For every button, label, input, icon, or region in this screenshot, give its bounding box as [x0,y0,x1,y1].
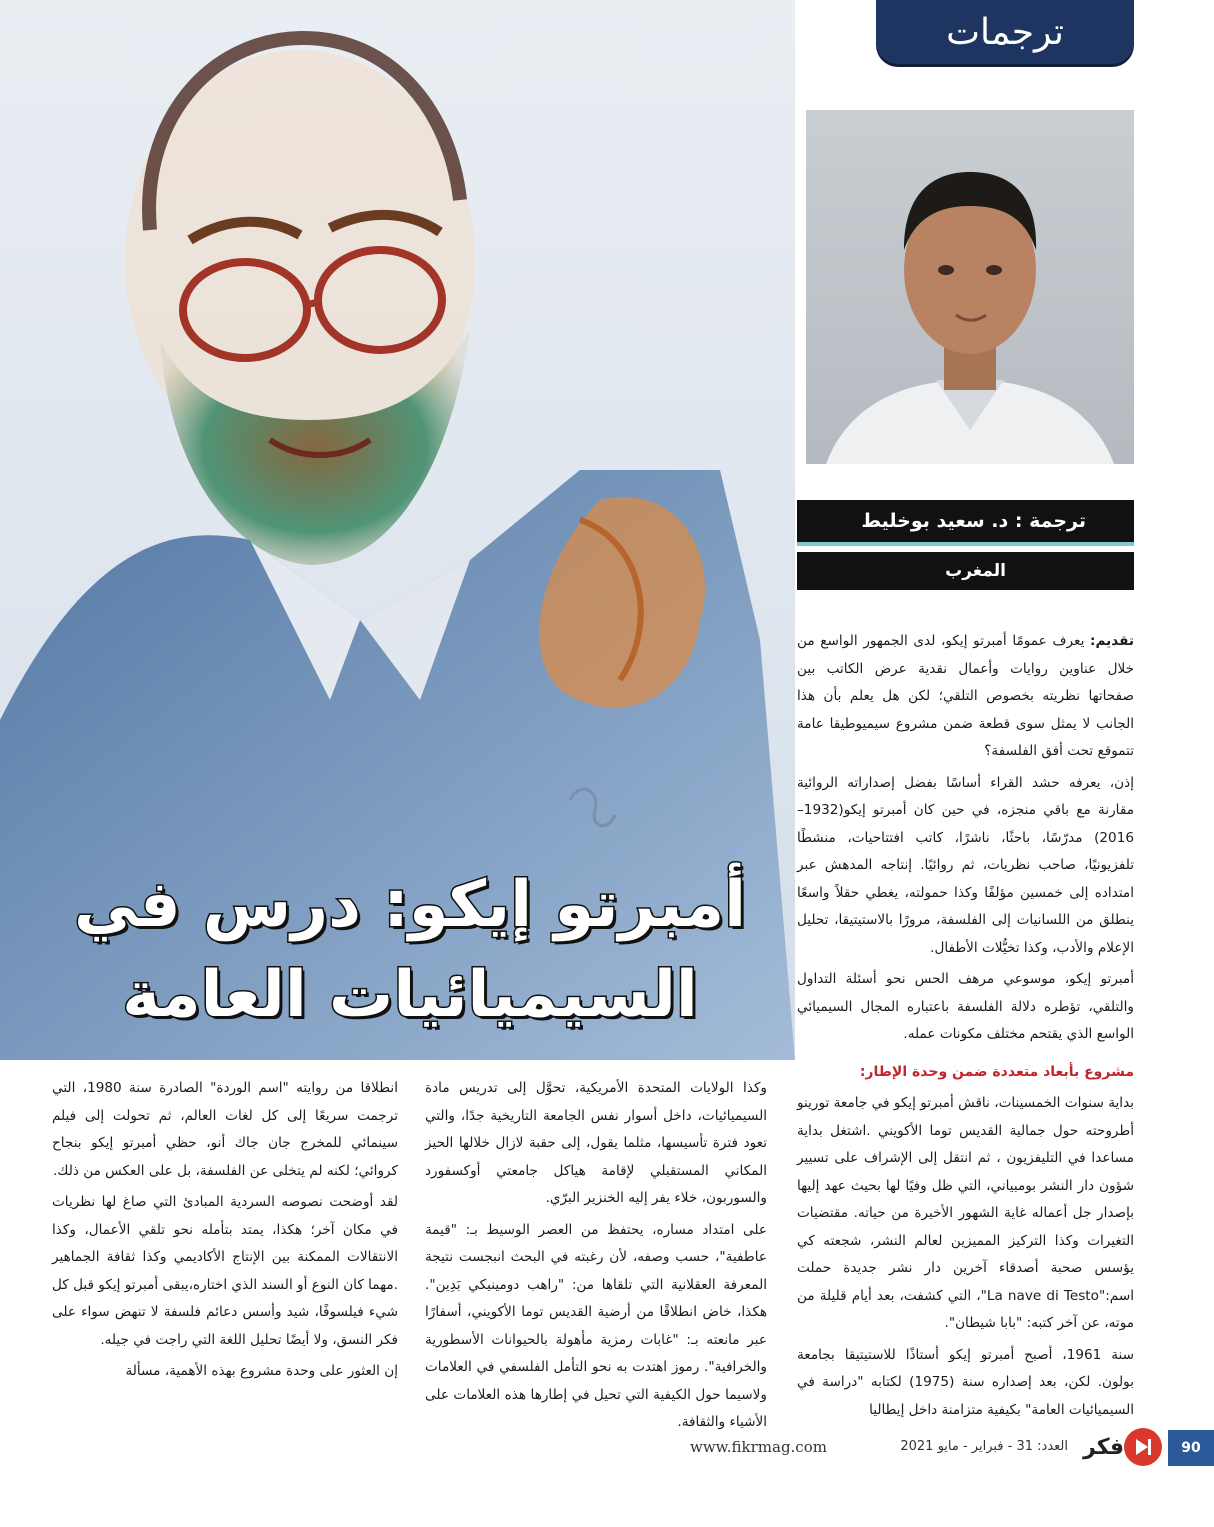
magazine-logo-word: فكر [1083,1434,1124,1460]
page-number: 90 [1168,1430,1214,1466]
translator-country: المغرب [797,552,1134,590]
intro-lead: تقديم: [1090,633,1134,649]
issue-info: العدد: 31 - فبراير - مايو 2021 [900,1439,1068,1454]
translator-byline: ترجمة : د. سعيد بوخليط [797,500,1134,542]
body-middle-paragraph-1: وكذا الولايات المتحدة الأمريكية، تحوَّل إلى تدريس مادة السيميائيات، داخل أسوار نفس الجامعة التاريخية جدًا، والتي تعود فترة تأسيسها، مثلما يقول، إلى حقبة لازال خلالها الحيز المكاني المستقبلي لإقامة هياكل جامعتي أوكسفورد والسوربون، خلاء يفر إليه الخنزير البرّي. [425,1080,767,1206]
translator-photo-art [806,110,1134,464]
body-left-paragraph-3: إن العثور على وحدة مشروع بهذه الأهمية، مسألة [125,1363,398,1379]
section-subheading: مشروع بأبعاد متعددة ضمن وحدة الإطار: [859,1064,1134,1080]
byline-divider [797,542,1134,546]
body-left-paragraph-2: لقد أوضحت نصوصه السردية المبادئ التي صاغ لها نظريات في مكان آخر؛ هكذا، يمتد بتأمله نحو تلقي الأعمال، وكذا الانتقالات الممكنة بين الإنتاج الأكاديمي وكذا ثقافة الجماهير .مهما كان النوع أو السند الذي اختاره،يبقى أمبرتو إيكو قبل كل شيء فيلسوفًا، شيد وأسس دعائم فلسفة لا تنهض سواء على فكر النسق، ولا أيضًا تحليل اللغة التي راجت في جيله. [52,1194,398,1348]
website-link[interactable]: www.fikrmag.com [690,1438,827,1456]
body-column-left [52,1075,398,1390]
section-tab: ترجمات [876,0,1134,64]
intro-paragraph-3: أمبرتو إيكو، موسوعي مرهف الحس نحو أسئلة التداول والتلقي، تؤطره دلالة الفلسفة باعتباره المجال السيميائي الواسع الذي يقتحم مختلف مكونات عمله. [797,971,1134,1042]
magazine-logo-icon [1124,1428,1162,1466]
body-column-middle [425,1075,767,1441]
intro-column [797,628,1134,1053]
body-middle-paragraph-2: على امتداد مساره، يحتفظ من العصر الوسيط بـ: "قيمة عاطفية"، حسب وصفه، لأن رغبته في البحث انبجست نتيجة المعرفة العقلانية التي تلقاها من: "راهب دومينيكي بَدِين". هكذا، خاض انطلاقًا من أرضية القديس توما الأكويني، أسفارًا عبر مانعته بـ: "غابات رمزية مأهولة بالحيوانات الأسطورية والخرافية". رموز اهتدت به نحو التأمل الفلسفي في العلامات ولاسيما حول الكيفية التي تحيل في إطارها هذه العلامات على الأشياء والثقافة. [425,1221,767,1430]
intro-text-1: يعرف عمومًا أمبرتو إيكو، لدى الجمهور الواسع من خلال عناوين روايات وأعمال نقدية عرض الكاتب بين صفحاتها نظريته بخصوص التلقي؛ لكن هل يعلم بأن هذا الجانب لا يمثل سوى قطعة ضمن مشروع سيميوطيقا عامة تتموقع تحت أفق الفلسفة؟ [797,633,1134,759]
body-column-right [797,1090,1134,1428]
article-title-line-2: السيميائيات العامة [122,958,698,1032]
article-title [70,860,750,1040]
article-title-line-1: أمبرتو إيكو: درس في [73,868,747,942]
intro-paragraph-2: إذن، يعرفه حشد القراء أساسًا بفضل إصداراته الروائية مقارنة مع باقي منجزه، في حين كان أمبرتو إيكو(1932–2016) مدرّسًا، باحثًا، ناشرًا، كاتب افتتاحيات، منشطًا تلفزيونيًا، صاحب نظريات، ثم روائيًا. إنتاجه المدهش عبر امتداده إلى خمسين مؤلفًا وكذا حمولته، يغطي حقلاً واسعًا ينطلق من اللسانيات إلى الفلسفة، مرورًا بالاستيتيقا، تحليل الإعلام والأدب، وكذا تخيُّلات الأطفال. [797,774,1134,956]
body-left-paragraph-1: انطلاقا من روايته "اسم الوردة" الصادرة سنة 1980، التي ترجمت سريعًا إلى كل لغات العالم، ثم تحولت إلى فيلم سينمائي للمخرج جان جاك أنو، حظي أمبرتو إيكو بنجاح كروائي؛ لكنه لم يتخلى عن الفلسفة، بل على العكس من ذلك. [52,1080,398,1179]
body-right-paragraph-1: بداية سنوات الخمسينات، ناقش أمبرتو إيكو في جامعة تورينو أطروحته حول جمالية القديس توما الأكويني .اشتغل بداية مساعدا في التليفزيون ، ثم انتقل إلى الإشراف على تسيير شؤون دار النشر بومبياني، التي ظل وفيًا لها بحيث عهد إليها بإصدار جل أعماله غاية الشهور الأخيرة من حياته. مقتضيات التغيرات وكذا التركيز المميزين لعالم النشر، شجعته كي يؤسس صحبة أصدقاء آخرين دار نشر جديدة حملت اسم:"La nave di Testo"، التي كشفت، بعد أيام قليلة من موته، عن آخر كتبه: "بابا شيطان". [797,1095,1134,1331]
play-skip-icon [1132,1436,1154,1458]
intro-paragraph-1 [797,628,1134,766]
translator-photo [806,110,1134,464]
body-right-paragraph-2: سنة 1961، أصبح أمبرتو إيكو أستاذًا للاستيتيقا بجامعة بولون. لكن، بعد إصداره سنة (1975) لكتابه "دراسة في السيميائيات العامة" بكيفية متزامنة داخل إيطاليا [797,1346,1134,1418]
